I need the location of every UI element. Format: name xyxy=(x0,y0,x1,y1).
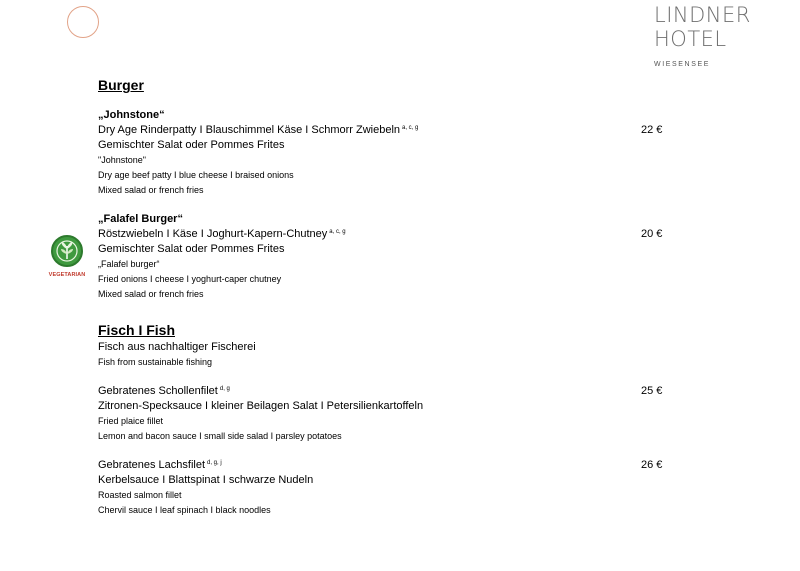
menu-item-desc-en: Fried onions I cheese I yoghurt-caper chutney xyxy=(98,274,282,284)
menu-item-name-en: „Falafel burger“ xyxy=(98,259,160,269)
brand-line-2: HOTEL xyxy=(654,27,727,51)
menu-item-desc-en: Lemon and bacon sauce I small side salad I parsley potatoes xyxy=(98,431,342,441)
menu-item-name-en: Fried plaice fillet xyxy=(98,416,164,426)
vegetarian-badge xyxy=(46,235,88,285)
section-intro-de: Fisch aus nachhaltiger Fischerei xyxy=(98,341,256,353)
menu-item-name xyxy=(98,459,222,471)
menu-item-desc-de xyxy=(98,124,418,136)
menu-item-desc-de: Zitronen-Specksauce I kleiner Beilagen Salat I Petersilienkartoffeln xyxy=(98,400,424,412)
menu-item-name: „Johnstone“ xyxy=(98,109,165,121)
section-title-fish: Fisch I Fish xyxy=(98,322,176,338)
menu-item-name: „Falafel Burger“ xyxy=(98,213,183,225)
allergen-codes: a, c, g xyxy=(402,125,419,131)
hotel-logo xyxy=(654,3,764,68)
menu-item-price: 25 € xyxy=(641,385,663,397)
menu-item-side-en: Mixed salad or french fries xyxy=(98,289,204,299)
circle-logo xyxy=(67,6,99,38)
menu-item-side-de: Gemischter Salat oder Pommes Frites xyxy=(98,243,285,255)
allergen-codes: d, g xyxy=(219,386,230,392)
item-name-text: Gebratenes Schollenfilet xyxy=(98,385,218,397)
menu-item-price: 26 € xyxy=(641,459,663,471)
section-title-burger: Burger xyxy=(98,77,144,93)
item-name-text: Gebratenes Lachsfilet xyxy=(98,459,206,471)
menu-item-desc-en: Chervil sauce I leaf spinach I black noodles xyxy=(98,505,271,515)
brand-line-1: LINDNER xyxy=(654,3,751,27)
vegetarian-label: VEGETARIAN xyxy=(48,272,86,278)
menu-item-name xyxy=(98,385,230,397)
desc-text: Röstzwiebeln I Käse I Joghurt-Kapern-Chutney xyxy=(98,228,328,240)
allergen-codes: d, g, j xyxy=(207,460,222,466)
menu-item-price: 22 € xyxy=(641,124,663,136)
brand-line-3: WIESENSEE xyxy=(654,61,711,68)
menu-item-name-en: Roasted salmon fillet xyxy=(98,490,182,500)
menu-item-desc-en: Dry age beef patty I blue cheese I braised onions xyxy=(98,170,294,180)
menu-item-name-en: "Johnstone" xyxy=(98,155,146,165)
allergen-codes: a, c, g xyxy=(329,229,346,235)
menu-item-desc-de xyxy=(98,228,346,240)
menu-item-side-en: Mixed salad or french fries xyxy=(98,185,204,195)
menu-item-side-de: Gemischter Salat oder Pommes Frites xyxy=(98,139,285,151)
desc-text: Dry Age Rinderpatty I Blauschimmel Käse I Schmorr Zwiebeln xyxy=(98,124,401,136)
vegetarian-leaf-icon xyxy=(51,235,83,267)
menu-item-price: 20 € xyxy=(641,228,663,240)
menu-item-desc-de: Kerbelsauce I Blattspinat I schwarze Nudeln xyxy=(98,474,314,486)
section-intro-en: Fish from sustainable fishing xyxy=(98,357,213,367)
